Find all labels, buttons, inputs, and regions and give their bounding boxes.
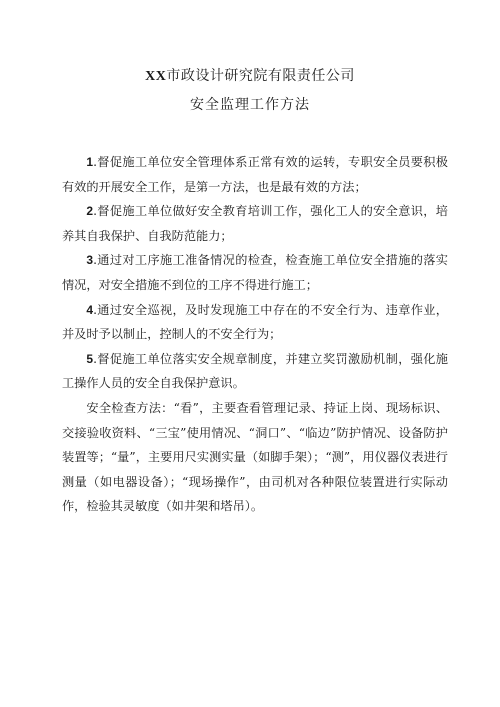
item-number: 5: [86, 351, 94, 366]
organization-suffix: 市政设计研究院有限责任公司: [166, 68, 355, 84]
title-block: [0, 66, 500, 129]
document-body: [62, 150, 448, 519]
organization-name: [0, 66, 500, 87]
list-item: [62, 248, 448, 297]
item-number: 3: [86, 253, 94, 268]
item-text: .通过对工序施工准备情况的检查，检查施工单位安全措施的落实情况，对安全措施不到位的工序不得进行施工；: [62, 253, 448, 292]
item-text: .督促施工单位落实安全规章制度，并建立奖罚激励机制，强化施工操作人员的安全自我保护意识。: [62, 351, 448, 391]
closing-paragraph: 安全检查方法：“看”，主要查看管理记录、持证上岗、现场标识、交接验收资料、“三宝”使用情况、“洞口”、“临边”防护情况、设备防护装置等；“量”，主要用尺实测实量（如脚手架）；“测”，用仪器仪表进行测量（如电器设备）；“现场操作”，由司机对各种限位装置进行实际动作，检验其灵敏度（如井架和塔吊）。: [62, 400, 448, 514]
item-number: 1: [86, 155, 94, 169]
document-title: 安全监理工作方法: [190, 97, 310, 113]
item-text: .通过安全巡视，及时发现施工中存在的不安全行为、违章作业，并及时予以制止，控制人的不安全行为；: [62, 302, 448, 342]
organization-prefix: XX: [145, 69, 167, 84]
list-item: [62, 199, 448, 248]
list-item: [62, 150, 448, 199]
list-item: [62, 298, 448, 347]
item-number: 2: [86, 204, 94, 219]
item-number: 4: [86, 302, 94, 317]
item-text: .督促施工单位做好安全教育培训工作，强化工人的安全意识，培养其自我保护、自我防范能力；: [62, 204, 448, 243]
item-text: .督促施工单位安全管理体系正常有效的运转，专职安全员要积极有效的开展安全工作，是第一方法，也是最有效的方法；: [62, 155, 448, 194]
list-item: [62, 347, 448, 396]
